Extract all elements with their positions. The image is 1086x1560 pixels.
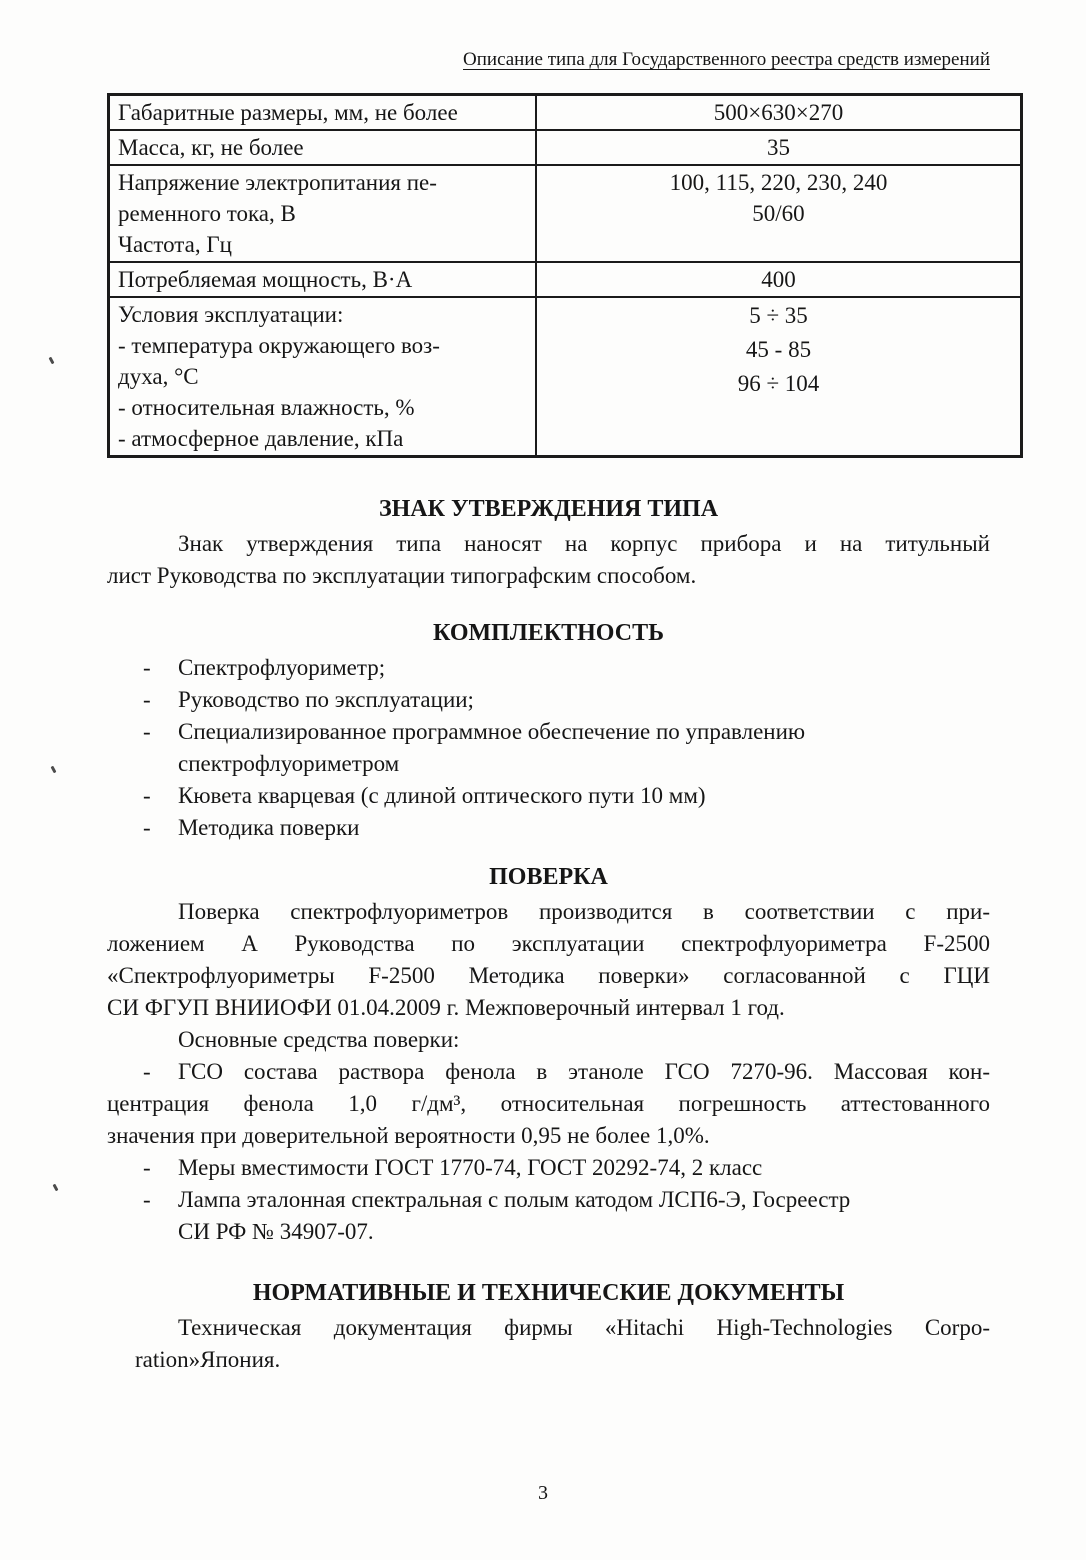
- label-cell: Напряжение электропитания пе- ременного тока, В Частота, Гц: [109, 165, 537, 262]
- table-row: [109, 165, 1022, 262]
- approval-paragraph: Знак утверждения типа наносят на корпус прибора и на титульный лист Руководства по эксплуатации типографским способом.: [107, 531, 990, 588]
- page-header: [107, 48, 990, 72]
- list-marker: -: [143, 783, 151, 808]
- section-title-completeness: КОМПЛЕКТНОСТЬ: [433, 620, 664, 646]
- label-cell: Габаритные размеры, мм, не более: [109, 95, 537, 131]
- list-marker: -: [143, 687, 151, 712]
- completeness-list: [107, 652, 990, 844]
- value-cell: 5 ÷ 35 45 - 85 96 ÷ 104: [536, 297, 1022, 457]
- verification-paragraph: Поверка спектрофлуориметров производится в соответствии с при- ложением А Руководства по эксплуатации спектрофлуориметра F-2500 «Спектрофлуориметры F-2500 Методика поверки» согласованной с ГЦИ СИ ФГУП ВНИИОФИ 01.04.2009 г. Межповерочный интервал 1 год. Основные средства поверки:: [107, 896, 990, 1056]
- verification-list: [107, 1056, 990, 1248]
- section-title-approval: ЗНАК УТВЕРЖДЕНИЯ ТИПА: [378, 496, 719, 522]
- table-row: [109, 130, 1022, 165]
- table-row: [109, 297, 1022, 457]
- page-number: 3: [538, 1482, 548, 1504]
- label-cell: Масса, кг, не более: [109, 130, 537, 165]
- list-item: - Кювета кварцевая (с длиной оптического пути 10 мм): [107, 780, 990, 812]
- value-cell: 35: [536, 130, 1022, 165]
- list-item: - Спектрофлуориметр;: [107, 652, 990, 684]
- list-marker: -: [143, 1155, 151, 1180]
- label-cell: Потребляемая мощность, В·А: [109, 262, 537, 297]
- list-item: - Лампа эталонная спектральная с полым катодом ЛСП6-Э, Госреестр СИ РФ № 34907-07.: [107, 1184, 990, 1248]
- list-item: - ГСО состава раствора фенола в этаноле ГСО 7270-96. Массовая кон- центрация фенола 1,0 г/дм³, относительная погрешность аттестованного значения при доверительной вероятности 0,95 не более 1,0%.: [107, 1056, 990, 1152]
- list-item: - Руководство по эксплуатации;: [107, 684, 990, 716]
- list-item: - Специализированное программное обеспечение по управлению спектрофлуориметром: [107, 716, 990, 780]
- table-row: [109, 262, 1022, 297]
- label-cell: Условия эксплуатации: - температура окружающего воз- духа, °С - относительная влажность, % - атмосферное давление, кПа: [109, 297, 537, 457]
- list-marker: -: [143, 1187, 151, 1212]
- header-title: Описание типа для Государственного реестра средств измерений: [463, 49, 990, 70]
- list-marker: -: [143, 815, 151, 840]
- value-cell: 100, 115, 220, 230, 240 50/60: [536, 165, 1022, 262]
- list-marker: -: [143, 655, 151, 680]
- list-marker: -: [143, 719, 151, 744]
- value-cell: 400: [536, 262, 1022, 297]
- documents-paragraph: Техническая документация фирмы «Hitachi High-Technologies Corpo- ration»Япония.: [135, 1315, 990, 1372]
- value-cell: 500×630×270: [536, 95, 1022, 131]
- spec-table: [107, 93, 1023, 458]
- list-marker: -: [143, 1059, 151, 1084]
- list-item: - Методика поверки: [107, 812, 990, 844]
- table-row: [109, 95, 1022, 131]
- list-item: - Меры вместимости ГОСТ 1770-74, ГОСТ 20292-74, 2 класс: [107, 1152, 990, 1184]
- section-title-verification: ПОВЕРКА: [489, 864, 608, 890]
- section-title-documents: НОРМАТИВНЫЕ И ТЕХНИЧЕСКИЕ ДОКУМЕНТЫ: [252, 1280, 845, 1306]
- verification-subheading: Основные средства поверки:: [178, 1027, 460, 1052]
